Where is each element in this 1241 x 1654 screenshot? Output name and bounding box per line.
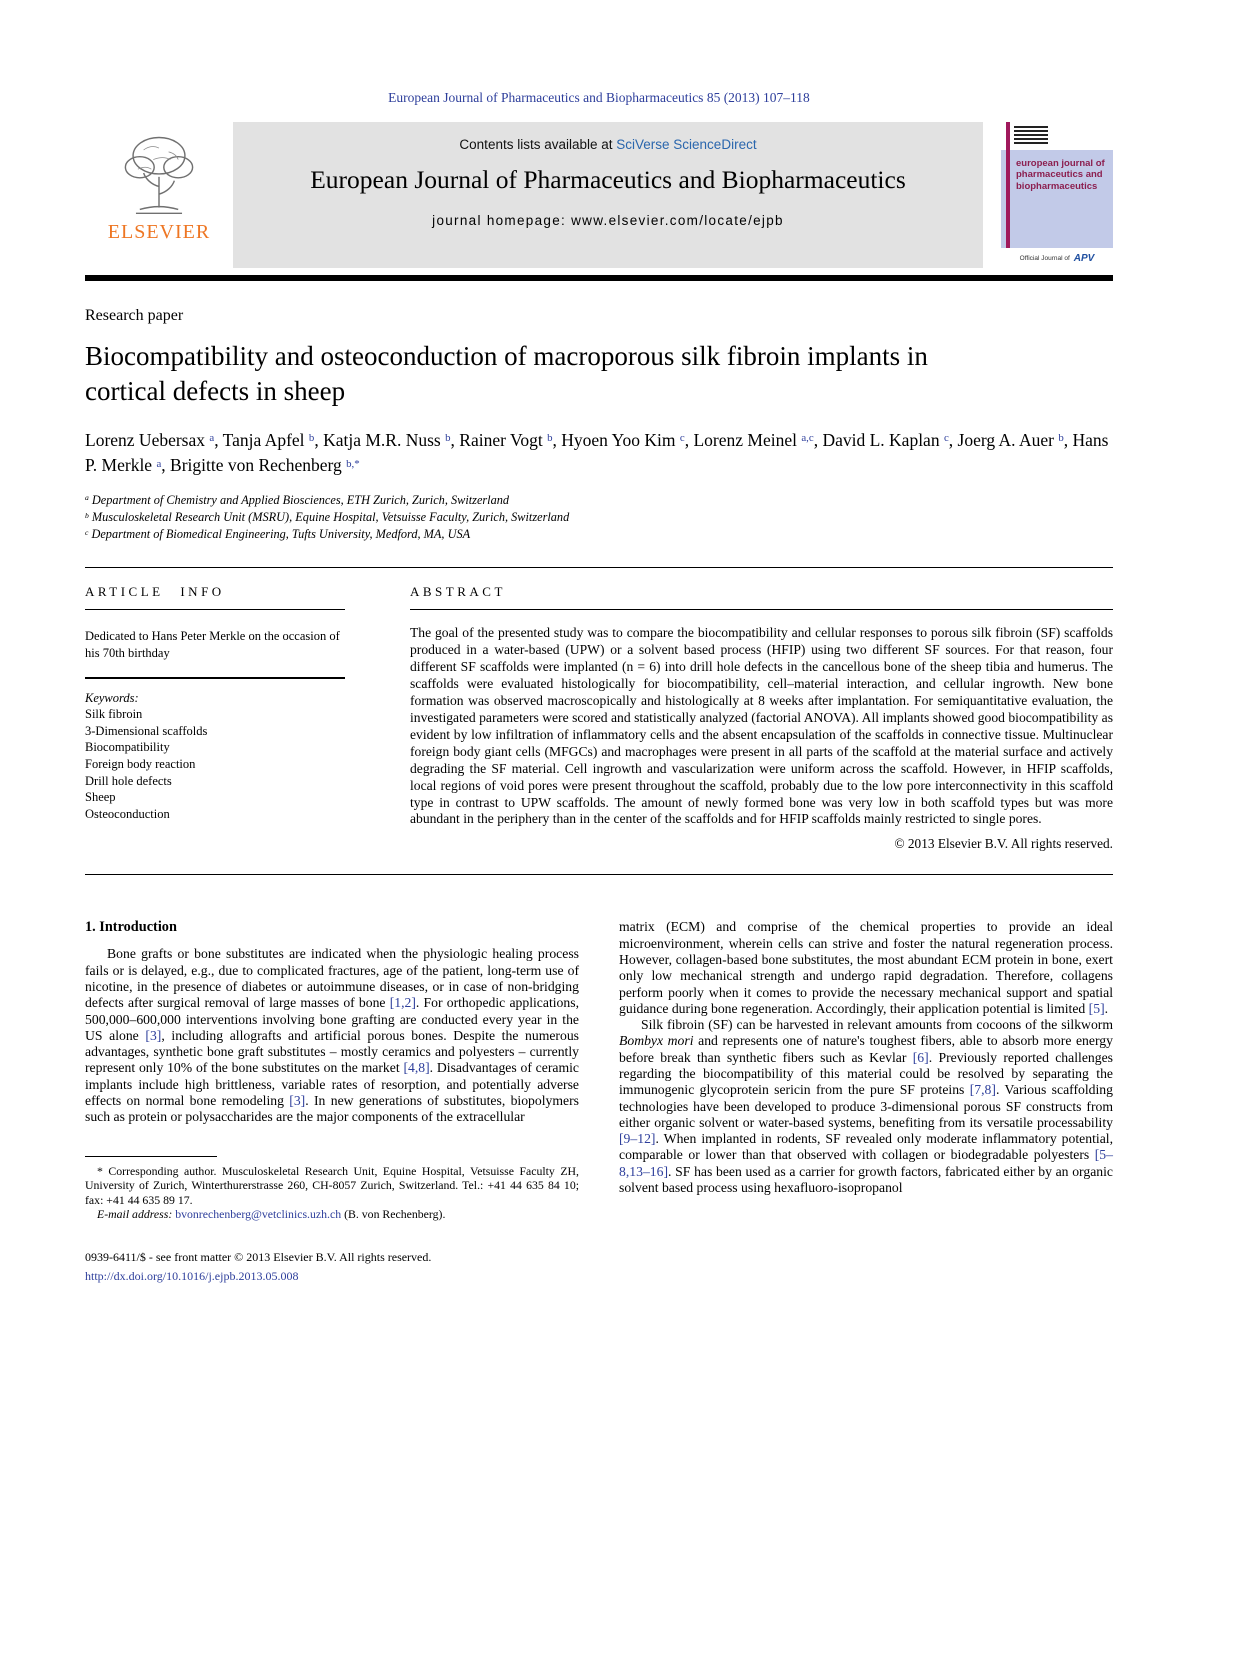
elsevier-wordmark: ELSEVIER xyxy=(107,221,211,243)
keyword: Silk fibroin xyxy=(85,707,143,722)
text-segment: . xyxy=(1104,1000,1109,1016)
author-affiliation-ref[interactable]: b xyxy=(547,432,553,445)
body-column-left xyxy=(85,919,579,1222)
article-info-heading: ARTICLE INFO xyxy=(85,584,345,610)
body-paragraph xyxy=(619,919,1113,1017)
citation-link[interactable]: [4,8] xyxy=(403,1060,430,1076)
cover-top-band xyxy=(1001,122,1113,150)
affiliation: $^c$ Department of Biomedical Engineering, Tufts University, Medford, MA, USA xyxy=(85,527,471,542)
author-affiliation-ref[interactable]: a xyxy=(156,457,162,470)
text-segment: and represents one of nature's toughest fibers, able to absorb more energy before break than synthetic fibers such as Kevlar xyxy=(619,1033,1113,1065)
text-segment: . For orthopedic applications, 500,000–600,000 interventions involving bone grafting are conducted every year in the US alone xyxy=(85,995,579,1043)
author-name: Tanja Apfel xyxy=(222,430,305,451)
body-column-right xyxy=(619,919,1113,1222)
page-footer xyxy=(85,1248,1113,1285)
text-segment: . SF has been used as a carrier for growth factors, fabricated either by an organic solvent based process using hexafluoro-isopropanol xyxy=(619,1163,1113,1196)
author-affiliation-ref[interactable]: a,c xyxy=(801,432,814,445)
cover-stripe xyxy=(1006,122,1010,268)
contents-line xyxy=(233,137,983,152)
text-segment: Bombyx mori xyxy=(619,1033,694,1049)
author-affiliation-ref[interactable]: b xyxy=(1058,432,1064,445)
email-suffix: (B. von Rechenberg). xyxy=(341,1207,446,1222)
text-segment: . Disadvantages of ceramic implants include high brittleness, variable rates of resorption, and potentially adverse effects on normal bone remodeling xyxy=(85,1060,579,1108)
email-label: E-mail address: xyxy=(97,1207,176,1222)
body-paragraph xyxy=(619,1017,1113,1196)
author-name: Hyoen Yoo Kim xyxy=(561,430,676,451)
journal-title: European Journal of Pharmaceutics and Biopharmaceutics xyxy=(310,165,906,194)
author-list: Lorenz Uebersax $^a$, Tanja Apfel $^b$, Katja M.R. Nuss $^b$, Rainer Vogt $^b$, Hyoen Yoo Kim $^c$, Lorenz Meinel $^{a,c}$, David L. Kaplan $^c$, Joerg A. Auer $^b$, Hans P. Merkle $^a$, Brigitte von Rechenberg $^{b,*}$ xyxy=(85,430,1109,476)
cover-footer xyxy=(1001,248,1113,268)
footnote-block xyxy=(85,1126,579,1222)
author-affiliation-ref[interactable]: c xyxy=(943,432,949,445)
keyword: Biocompatibility xyxy=(85,740,170,755)
citation-link[interactable]: [3] xyxy=(145,1027,162,1043)
cover-title: european journal of pharmaceutics and biopharmaceutics xyxy=(1016,158,1105,192)
email-link[interactable]: bvonrechenberg@vetclinics.uzh.ch xyxy=(175,1207,342,1222)
journal-cover-thumbnail[interactable] xyxy=(1001,122,1113,268)
elsevier-logo[interactable] xyxy=(85,122,233,268)
keyword-list xyxy=(85,706,345,822)
sciverse-sciencedirect-link[interactable]: SciVerse ScienceDirect xyxy=(616,137,757,152)
journal-citation-line: European Journal of Pharmaceutics and Biopharmaceutics 85 (2013) 107–118 xyxy=(388,90,810,105)
article-type-label: Research paper xyxy=(85,307,184,324)
cover-emblem-icon xyxy=(1014,126,1048,146)
text-segment: . In new generations of substitutes, biopolymers such as protein or polysaccharides are the major components of the extracellular xyxy=(85,1093,579,1125)
affiliation-list xyxy=(85,492,1113,544)
citation-link[interactable]: [3] xyxy=(289,1093,306,1108)
issn-copyright-line: 0939-6411/$ - see front matter © 2013 Elsevier B.V. All rights reserved. xyxy=(85,1249,432,1264)
author-name: Lorenz Uebersax xyxy=(85,430,206,451)
dedication-note: Dedicated to Hans Peter Merkle on the occasion of his 70th birthday xyxy=(85,629,340,661)
article-info-column xyxy=(85,584,345,852)
intro-paragraph xyxy=(85,946,579,1125)
text-segment: Bone grafts or bone substitutes are indicated when the physiologic healing process fails or is delayed, e.g., due to complicated fractures, age of the patient, long-term use of nicotine, in the presence of diabetes or autoimmune diseases, or in case of non-bridging defects after surgical removal of large masses of bone xyxy=(85,946,579,1011)
journal-banner xyxy=(233,122,983,268)
apv-logo: APV xyxy=(1073,252,1095,264)
author-name: David L. Kaplan xyxy=(822,430,940,451)
keyword: Sheep xyxy=(85,790,116,805)
citation-link[interactable]: [1,2] xyxy=(389,995,416,1011)
keyword: Osteoconduction xyxy=(85,806,170,821)
citation-link[interactable]: [7,8] xyxy=(969,1082,996,1098)
affiliation: $^a$ Department of Chemistry and Applied Biosciences, ETH Zurich, Zurich, Switzerland xyxy=(85,492,510,507)
author-name: Hans P. Merkle xyxy=(85,430,1109,476)
doi-link[interactable]: http://dx.doi.org/10.1016/j.ejpb.2013.05.008 xyxy=(85,1268,299,1283)
text-segment: Silk fibroin (SF) can be harvested in relevant amounts from cocoons of the silkworm xyxy=(641,1017,1113,1033)
citation-link[interactable]: [9–12] xyxy=(619,1131,656,1147)
citation-link[interactable]: [5–8,13–16] xyxy=(619,1147,1113,1179)
cover-official-label: Official Journal of xyxy=(1019,254,1070,262)
text-segment: . Various scaffolding technologies have been developed to produce 3-dimensional porous SF constructs from either organic solvent or water-based systems, benefiting from its versatile processability xyxy=(619,1082,1113,1130)
author-affiliation-ref[interactable]: b xyxy=(445,432,451,445)
section-heading-introduction: 1. Introduction xyxy=(85,919,177,936)
text-segment: , including allografts and artificial porous bones. Despite the numerous advantages, synthetic bone graft substitutes – mostly ceramics and polyesters – currently represent only 10% of the bone substitutes on the market xyxy=(85,1027,580,1076)
journal-header xyxy=(85,122,1113,268)
author-name: Joerg A. Auer xyxy=(957,430,1054,451)
author-name: Rainer Vogt xyxy=(459,430,543,451)
author-name: Katja M.R. Nuss xyxy=(323,430,441,451)
keywords-label: Keywords: xyxy=(85,691,139,706)
footnote-divider xyxy=(85,1156,217,1157)
copyright-line: © 2013 Elsevier B.V. All rights reserved. xyxy=(894,836,1113,852)
author-affiliation-ref[interactable]: a xyxy=(209,432,215,445)
keyword: Drill hole defects xyxy=(85,773,172,788)
contents-prefix: Contents lists available at xyxy=(459,137,617,152)
author-affiliation-ref[interactable]: b,* xyxy=(346,457,360,470)
text-segment: . When implanted in rodents, SF revealed only moderate inflammatory potential, comparable or lower than that observed with collagen or biodegradable polyesters xyxy=(619,1131,1113,1163)
citation-link[interactable]: [6] xyxy=(912,1049,929,1065)
abstract-text: The goal of the presented study was to compare the biocompatibility and cellular responses to porous silk fibroin (SF) scaffolds produced in a water-based (UPW) or a solvent based process (HFIP) using two different SF sources. For that reason, four different SF scaffolds were implanted (n = 6) into drill hole defects in the cancellous bone of the sheep tibia and humerus. The scaffolds were evaluated histologically for biocompatibility, cell–material interaction, and cellular ingrowth. New bone formation was observed macroscopically and histologically at 8 weeks after implantation. For semiquantitative evaluation, the investigated parameters were scored and statistically analyzed (factorial ANOVA). All implants showed good biocompatibility as evident by low infiltration of inflammatory cells and the absent encapsulation of the scaffolds in connective tissue. Multinuclear foreign body giant cells (MFGCs) and macrophages were present in all parts of the scaffold at the material surface and actively degrading the SF material. Cell ingrowth and vascularization were uniform across the scaffold. However, in HFIP scaffolds, local regions of void pores were present throughout the scaffold, probably due to the low pore interconnectivity in this scaffold type in contrast to UPW scaffolds. The amount of newly formed bone was very low in both scaffold types but was more abundant in the periphery than in the center of the scaffolds and for HFIP scaffolds mainly restricted to single pores. xyxy=(410,625,1113,827)
article-info-abstract-block xyxy=(85,567,1113,875)
citation-link[interactable]: [5] xyxy=(1088,1000,1105,1016)
author-affiliation-ref[interactable]: b xyxy=(308,432,315,445)
body-columns xyxy=(85,919,1113,1222)
abstract-heading: ABSTRACT xyxy=(410,584,1113,610)
affiliation: $^b$ Musculoskeletal Research Unit (MSRU), Equine Hospital, Vetsuisse Faculty, Zurich, Switzerland xyxy=(85,510,570,525)
journal-homepage-link[interactable]: journal homepage: www.elsevier.com/locate/ejpb xyxy=(432,213,784,228)
author-name: Brigitte von Rechenberg xyxy=(170,455,342,476)
author-name: Lorenz Meinel xyxy=(693,430,797,451)
text-segment: matrix (ECM) and comprise of the chemical properties to provide an ideal microenvironment, wherein cells can strive and foster the natural regeneration process. However, collagen-based bone substitutes, the most abundant ECM protein in bone, exert only low mechanical strength and undergo rapid degradation. Therefore, collagens perform poorly when it comes to provide the necessary mechanical support and spatial guidance during bone regeneration. Accordingly, their application potential is limited xyxy=(619,919,1113,1016)
header-divider xyxy=(85,275,1113,281)
author-affiliation-ref[interactable]: c xyxy=(679,432,685,445)
page xyxy=(85,0,1113,1285)
keyword: Foreign body reaction xyxy=(85,757,196,772)
keywords-divider xyxy=(85,677,345,679)
corresponding-author-note: * Corresponding author. Musculoskeletal Research Unit, Equine Hospital, Vetsuisse Faculty ZH, University of Zurich, Winterthurerstrasse 260, CH-8057 Zurich, Switzerland. Tel.: +41 44 635 84 10; fax: +41 44 635 89 17. xyxy=(85,1163,579,1207)
keyword: 3-Dimensional scaffolds xyxy=(85,723,208,738)
email-line xyxy=(85,1207,579,1222)
text-segment: . Previously reported challenges regarding the biocompatibility of this material could be resolved by separating the immunogenic glycoprotein sericin from the pure SF proteins xyxy=(619,1049,1113,1098)
abstract-column xyxy=(410,584,1113,852)
article-title: Biocompatibility and osteoconduction of macroporous silk fibroin implants in cortical defects in sheep xyxy=(85,341,928,406)
elsevier-tree-icon xyxy=(111,126,207,220)
